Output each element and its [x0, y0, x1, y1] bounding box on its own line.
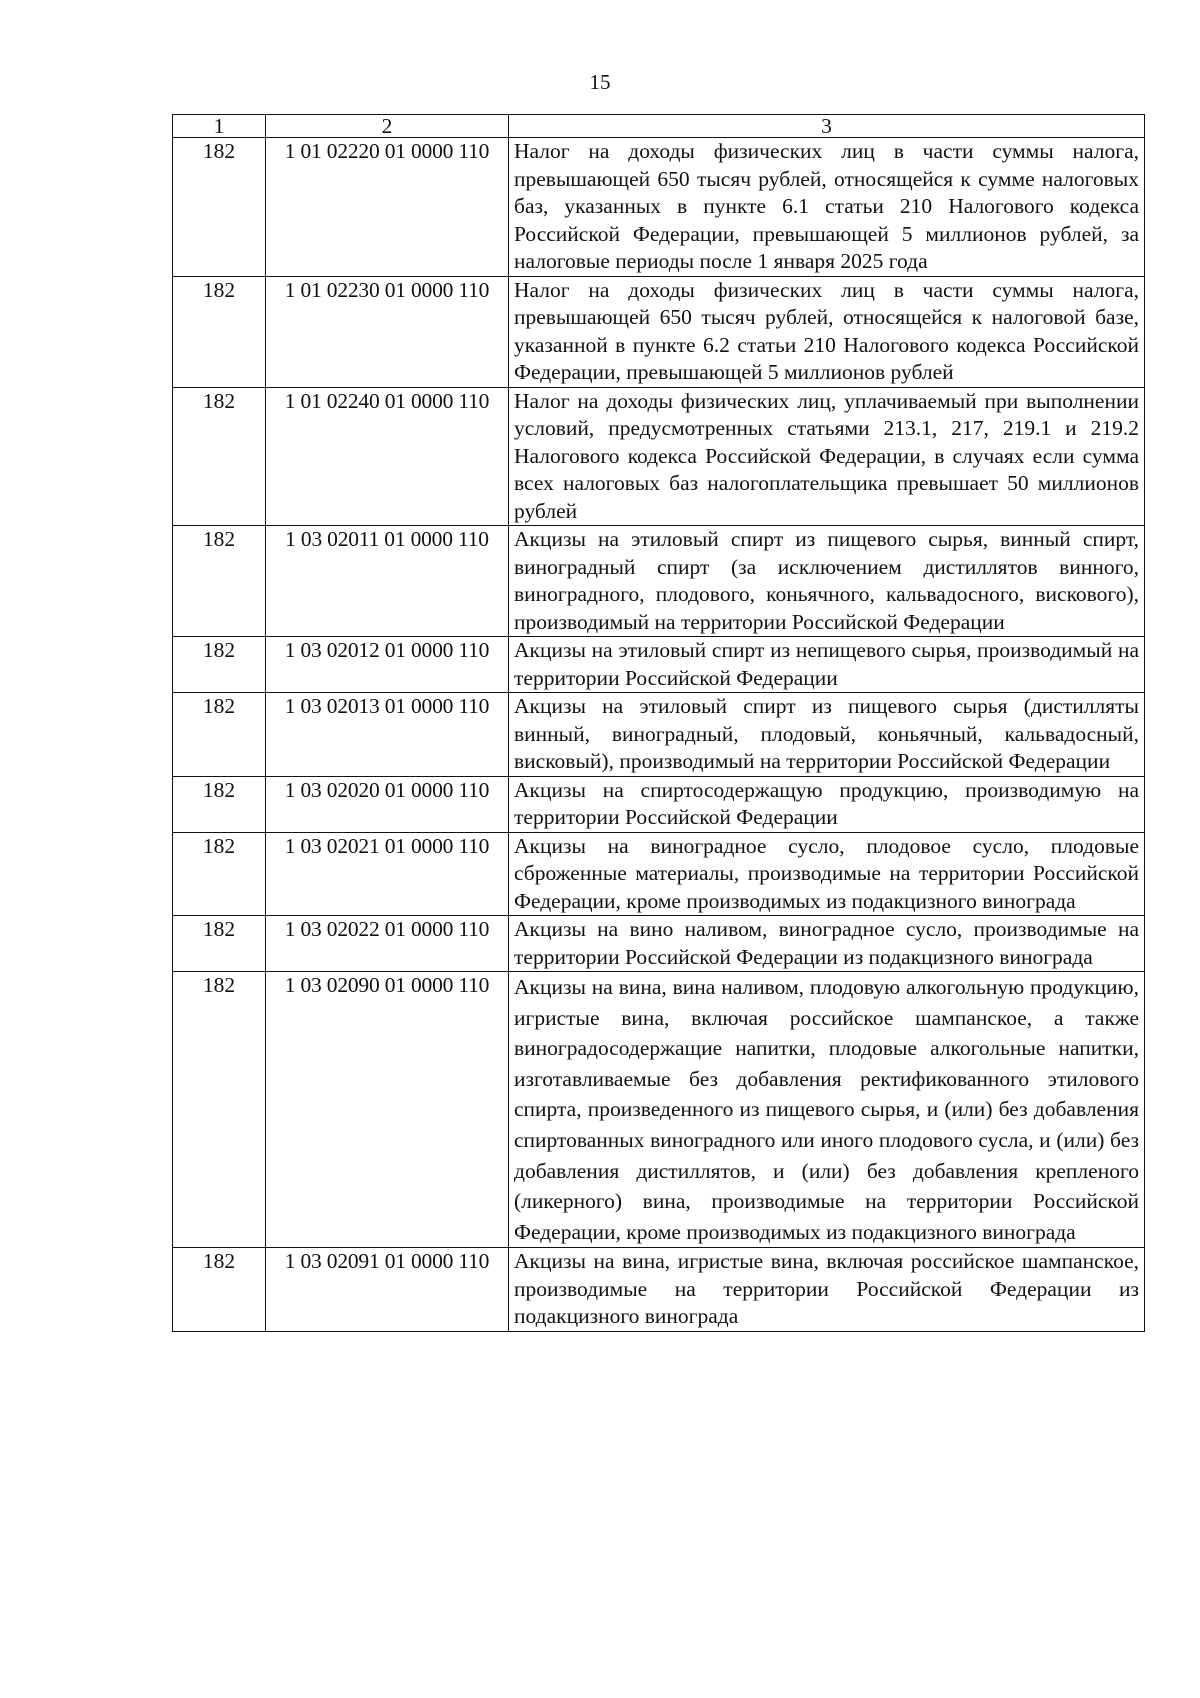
revenue-name-cell: Акцизы на спиртосодержащую продукцию, производимую на территории Российской Федерации: [509, 776, 1145, 832]
revenue-name-cell: Налог на доходы физических лиц, уплачиваемый при выполнении условий, предусмотренных статьями 213.1, 217, 219.1 и 219.2 Налогового кодекса Российской Федерации, в случаях если сумма всех налоговых баз налогоплательщика превышает 50 миллионов рублей: [509, 387, 1145, 526]
kbk-code-cell: 1 03 02020 01 0000 110: [266, 776, 509, 832]
kbk-code-cell: 1 03 02021 01 0000 110: [266, 832, 509, 916]
table-row: [173, 276, 1145, 387]
column-header-3: 3: [509, 115, 1145, 138]
admin-code-cell: 182: [173, 637, 266, 693]
revenue-name-cell: Акцизы на вино наливом, виноградное сусло, производимые на территории Российской Федерации из подакцизного винограда: [509, 916, 1145, 972]
kbk-code-cell: 1 01 02240 01 0000 110: [266, 387, 509, 526]
revenue-name-cell: Акцизы на вина, игристые вина, включая российское шампанское, производимые на территории Российской Федерации из подакцизного винограда: [509, 1248, 1145, 1332]
table-body: [173, 138, 1145, 1332]
admin-code-cell: 182: [173, 693, 266, 777]
table-row: [173, 776, 1145, 832]
header-row: [173, 115, 1145, 138]
revenue-name-cell: Акцизы на виноградное сусло, плодовое сусло, плодовые сброженные материалы, производимые на территории Российской Федерации, кроме производимых из подакцизного винограда: [509, 832, 1145, 916]
kbk-code-cell: 1 01 02220 01 0000 110: [266, 138, 509, 277]
kbk-code-cell: 1 03 02012 01 0000 110: [266, 637, 509, 693]
admin-code-cell: 182: [173, 276, 266, 387]
revenue-name-cell: Акцизы на вина, вина наливом, плодовую алкогольную продукцию, игристые вина, включая российское шампанское, а также виноградосодержащие напитки, плодовые алкогольные напитки, изготавливаемые без добавления ректификованного этилового спирта, произведенного из пищевого сырья, и (или) без добавления спиртованных виноградного или иного плодового сусла, и (или) без добавления дистиллятов, и (или) без добавления крепленого (ликерного) вина, производимые на территории Российской Федерации, кроме производимых из подакцизного винограда: [509, 972, 1145, 1248]
revenue-name-cell: Налог на доходы физических лиц в части суммы налога, превышающей 650 тысяч рублей, относящейся к сумме налоговых баз, указанных в пункте 6.1 статьи 210 Налогового кодекса Российской Федерации, превышающей 5 миллионов рублей, за налоговые периоды после 1 января 2025 года: [509, 138, 1145, 277]
admin-code-cell: 182: [173, 1248, 266, 1332]
revenue-name-cell: Акцизы на этиловый спирт из непищевого сырья, производимый на территории Российской Федерации: [509, 637, 1145, 693]
table-row: [173, 387, 1145, 526]
table-row: [173, 693, 1145, 777]
column-header-1: 1: [173, 115, 266, 138]
admin-code-cell: 182: [173, 972, 266, 1248]
column-header-2: 2: [266, 115, 509, 138]
revenue-name-cell: Акцизы на этиловый спирт из пищевого сырья (дистилляты винный, виноградный, плодовый, коньячный, кальвадосный, висковый), производимый на территории Российской Федерации: [509, 693, 1145, 777]
revenue-name-cell: Акцизы на этиловый спирт из пищевого сырья, винный спирт, виноградный спирт (за исключением дистиллятов винного, виноградного, плодового, коньячного, кальвадосного, вискового), производимый на территории Российской Федерации: [509, 526, 1145, 637]
table-row: [173, 1248, 1145, 1332]
kbk-code-cell: 1 03 02011 01 0000 110: [266, 526, 509, 637]
budget-classification-table: [172, 114, 1145, 1332]
admin-code-cell: 182: [173, 776, 266, 832]
table-row: [173, 138, 1145, 277]
kbk-code-cell: 1 01 02230 01 0000 110: [266, 276, 509, 387]
admin-code-cell: 182: [173, 526, 266, 637]
table-row: [173, 832, 1145, 916]
table-header: [173, 115, 1145, 138]
admin-code-cell: 182: [173, 138, 266, 277]
table-row: [173, 916, 1145, 972]
table-row: [173, 526, 1145, 637]
admin-code-cell: 182: [173, 387, 266, 526]
table-row: [173, 972, 1145, 1248]
page-number: 15: [589, 70, 611, 94]
admin-code-cell: 182: [173, 832, 266, 916]
kbk-code-cell: 1 03 02013 01 0000 110: [266, 693, 509, 777]
admin-code-cell: 182: [173, 916, 266, 972]
kbk-code-cell: 1 03 02091 01 0000 110: [266, 1248, 509, 1332]
kbk-code-cell: 1 03 02090 01 0000 110: [266, 972, 509, 1248]
kbk-code-cell: 1 03 02022 01 0000 110: [266, 916, 509, 972]
table-row: [173, 637, 1145, 693]
revenue-name-cell: Налог на доходы физических лиц в части суммы налога, превышающей 650 тысяч рублей, относящейся к налоговой базе, указанной в пункте 6.2 статьи 210 Налогового кодекса Российской Федерации, превышающей 5 миллионов рублей: [509, 276, 1145, 387]
